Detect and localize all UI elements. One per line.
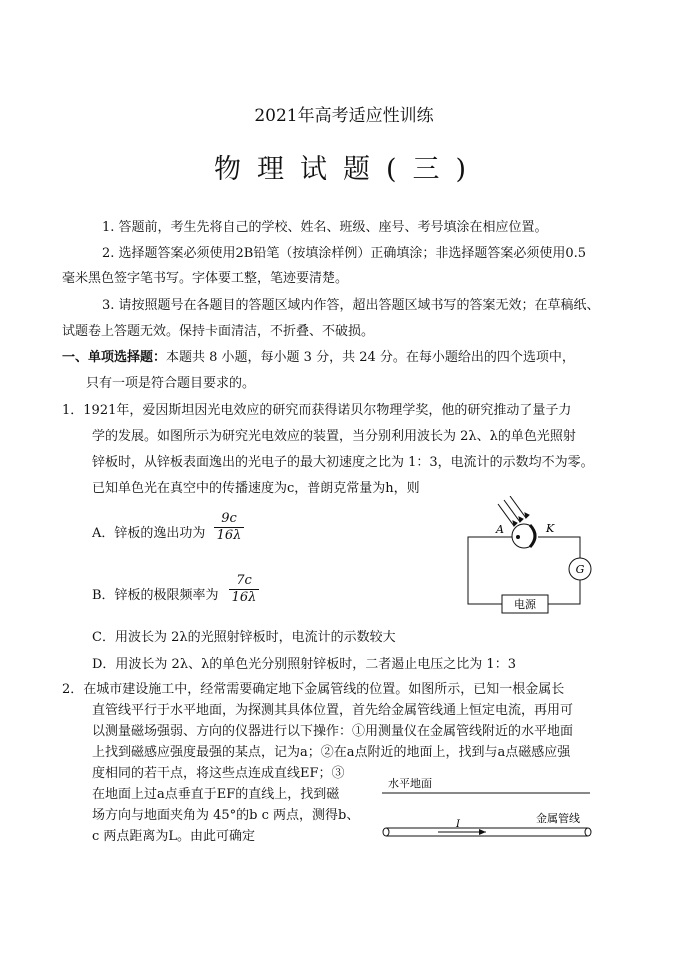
note-3-line-1: 3. 请按照题号在各题目的答题区域内作答，超出答题区域书写的答案无效；在草稿纸、 bbox=[102, 298, 600, 313]
zinc-cathode-plate bbox=[530, 525, 535, 547]
label-ground: 水平地面 bbox=[388, 777, 432, 790]
label-pipe: 金属管线 bbox=[536, 812, 580, 825]
label-g: G bbox=[575, 563, 585, 576]
year-title: 2021年高考适应性训练 bbox=[254, 106, 434, 126]
q1-line-3: 锌板时，从锌板表面逸出的光电子的最大初速度之比为 1：3，电流计的示数均不为零。 bbox=[92, 455, 594, 470]
q1-option-a-fraction bbox=[214, 511, 244, 544]
q2-line-4: 上找到磁感应强度最强的某点，记为a；②在a点附近的地面上，找到与a点磁感应强 bbox=[92, 745, 571, 760]
label-power-source: 电源 bbox=[514, 598, 536, 611]
q1-option-d: D．用波长为 2λ、λ的单色光分别照射锌板时，二者遏止电压之比为 1：3 bbox=[92, 657, 516, 672]
section-1-heading-line-2: 只有一项是符合题目要求的。 bbox=[86, 376, 256, 391]
label-k: K bbox=[546, 522, 555, 535]
q1-option-b-denominator: 16λ bbox=[231, 590, 257, 605]
q2-line-3: 以测量磁场强弱、方向的仪器进行以下操作：①用测量仪在金属管线附近的水平地面 bbox=[92, 724, 574, 739]
section-1-heading bbox=[62, 349, 575, 367]
q1-option-a-denominator: 16λ bbox=[216, 528, 242, 543]
pipe-ground-figure bbox=[378, 770, 603, 845]
label-current: I bbox=[456, 819, 460, 830]
q2-line-2: 直管线平行于水平地面，为探测其具体位置，首先给金属管线通上恒定电流，再用可 bbox=[92, 703, 574, 718]
q1-option-b-fraction bbox=[229, 573, 259, 606]
section-1-label: 一、单项选择题： bbox=[62, 350, 167, 365]
q1-option-b: B．锌板的极限频率为 bbox=[92, 588, 219, 603]
q1-option-b-numerator: 7c bbox=[229, 573, 259, 590]
metal-pipe bbox=[383, 828, 591, 836]
q2-line-5: 度相同的若干点，将这些点连成直线EF；③ bbox=[92, 766, 345, 781]
anode-electrode bbox=[516, 535, 520, 539]
q2-line-6: 在地面上过a点垂直于EF的直线上，找到磁 bbox=[92, 787, 340, 802]
q2-line-7: 场方向与地面夹角为 45°的b c 两点，测得b、 bbox=[92, 808, 360, 823]
q1-option-a-numerator: 9c bbox=[214, 511, 244, 528]
q1-option-a: A．锌板的逸出功为 bbox=[92, 526, 206, 541]
note-3-line-2: 试题卷上答题无效。保持卡面清洁，不折叠、不破损。 bbox=[62, 324, 375, 339]
q2-line-8: c 两点距离为L。由此可确定 bbox=[92, 829, 256, 844]
note-1: 1. 答题前，考生先将自己的学校、姓名、班级、座号、考号填涂在相应位置。 bbox=[102, 220, 548, 235]
circuit-wires bbox=[468, 537, 580, 604]
q2-line-1: 2．在城市建设施工中，经常需要确定地下金属管线的位置。如图所示，已知一根金属长 bbox=[62, 682, 565, 697]
q1-line-4: 已知单色光在真空中的传播速度为c，普朗克常量为h，则 bbox=[92, 481, 420, 496]
label-a: A bbox=[496, 523, 504, 536]
q1-line-2: 学的发展。如图所示为研究光电效应的装置，当分别利用波长为 2λ、λ的单色光照射 bbox=[92, 429, 576, 444]
photoelectric-circuit-figure bbox=[450, 496, 600, 616]
note-2-line-1: 2. 选择题答案必须使用2B铅笔（按填涂样例）正确填涂；非选择题答案必须使用0.5 bbox=[102, 246, 587, 261]
section-1-instructions: 本题共 8 小题，每小题 3 分，共 24 分。在每小题给出的四个选项中， bbox=[166, 350, 575, 365]
subject-title: 物理试题(三) bbox=[213, 154, 483, 185]
q1-option-c: C．用波长为 2λ的光照射锌板时，电流计的示数较大 bbox=[92, 630, 396, 645]
current-arrow bbox=[438, 829, 486, 835]
q1-line-1: 1．1921年，爱因斯坦因光电效应的研究而获得诺贝尔物理学奖，他的研究推动了量子力 bbox=[62, 403, 572, 418]
incident-light-rays bbox=[498, 496, 529, 526]
note-2-line-2: 毫米黑色签字笔书写。字体要工整，笔迹要清楚。 bbox=[62, 271, 349, 286]
